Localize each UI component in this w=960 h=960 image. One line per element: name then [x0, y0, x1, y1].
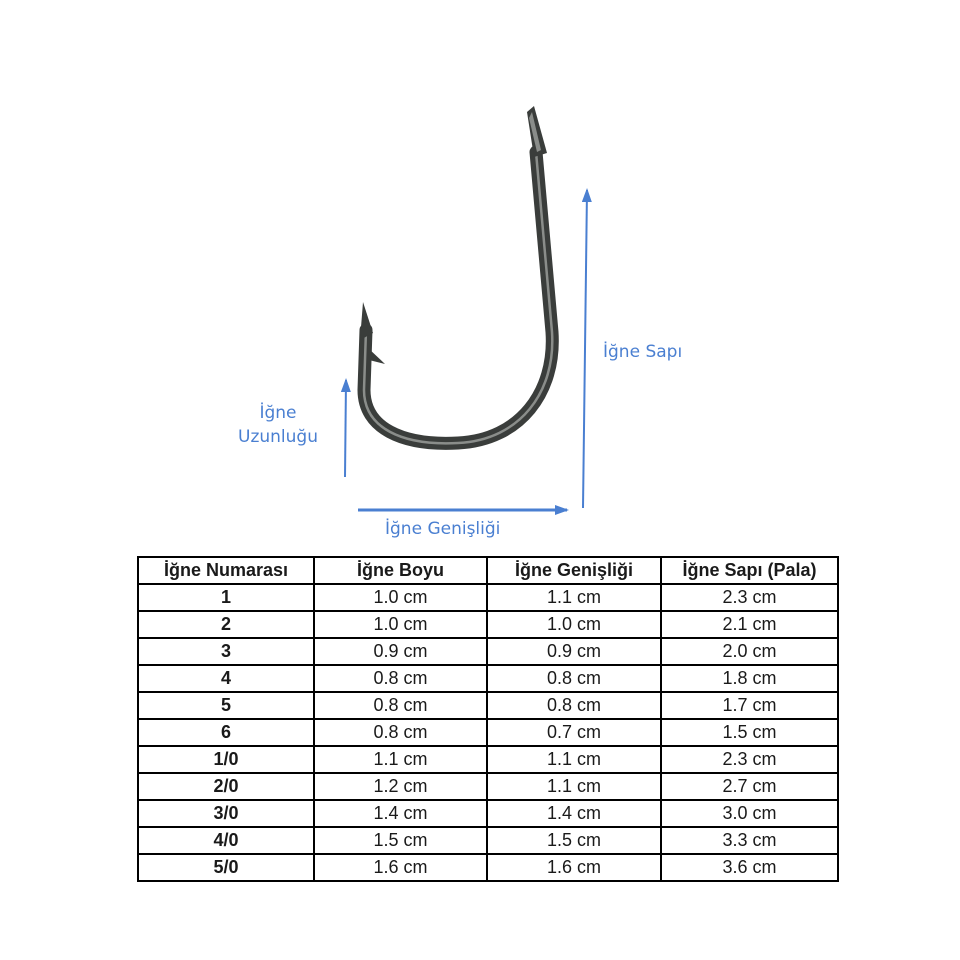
- table-cell-hook-number: 5: [138, 692, 314, 719]
- table-cell-hook-number: 1: [138, 584, 314, 611]
- table-row: [138, 584, 838, 611]
- header-hook-length: İğne Boyu: [314, 557, 487, 584]
- length-label-line1: İğne: [259, 403, 297, 423]
- table-cell: 0.8 cm: [487, 665, 661, 692]
- table-cell: 2.3 cm: [661, 746, 838, 773]
- table-cell-hook-number: 4/0: [138, 827, 314, 854]
- shank-arrow: [583, 190, 587, 508]
- table-cell-hook-number: 3: [138, 638, 314, 665]
- table-cell: 1.0 cm: [487, 611, 661, 638]
- table-row: [138, 773, 838, 800]
- table-cell: 0.8 cm: [487, 692, 661, 719]
- header-hook-number: İğne Numarası: [138, 557, 314, 584]
- table-cell: 0.9 cm: [487, 638, 661, 665]
- table-cell: 1.0 cm: [314, 611, 487, 638]
- table-row: [138, 611, 838, 638]
- table-cell: 0.7 cm: [487, 719, 661, 746]
- table-cell: 0.8 cm: [314, 665, 487, 692]
- length-arrow: [345, 380, 346, 477]
- table-cell: 1.6 cm: [487, 854, 661, 881]
- table-cell-hook-number: 3/0: [138, 800, 314, 827]
- table-cell-hook-number: 2: [138, 611, 314, 638]
- table-cell-hook-number: 4: [138, 665, 314, 692]
- table-cell-hook-number: 6: [138, 719, 314, 746]
- table-cell: 2.3 cm: [661, 584, 838, 611]
- table-row: [138, 665, 838, 692]
- table-cell: 3.6 cm: [661, 854, 838, 881]
- table-row: [138, 800, 838, 827]
- table-row: [138, 854, 838, 881]
- table-cell: 1.1 cm: [487, 773, 661, 800]
- table-header-row: [138, 557, 838, 584]
- table-cell: 2.1 cm: [661, 611, 838, 638]
- table-cell: 0.8 cm: [314, 719, 487, 746]
- table-cell: 3.0 cm: [661, 800, 838, 827]
- table-cell: 1.1 cm: [314, 746, 487, 773]
- table-cell: 2.7 cm: [661, 773, 838, 800]
- table-cell: 1.7 cm: [661, 692, 838, 719]
- hook-size-table: [137, 556, 839, 882]
- table-row: [138, 827, 838, 854]
- length-label: [222, 401, 334, 449]
- table-cell: 1.0 cm: [314, 584, 487, 611]
- table-cell: 0.8 cm: [314, 692, 487, 719]
- table-cell: 1.1 cm: [487, 584, 661, 611]
- table-cell: 1.2 cm: [314, 773, 487, 800]
- table-cell: 1.6 cm: [314, 854, 487, 881]
- table-cell: 1.5 cm: [487, 827, 661, 854]
- width-label: İğne Genişliği: [385, 519, 501, 539]
- header-hook-width: İğne Genişliği: [487, 557, 661, 584]
- table-cell: 1.5 cm: [314, 827, 487, 854]
- table-cell: 1.4 cm: [487, 800, 661, 827]
- table-cell: 1.5 cm: [661, 719, 838, 746]
- table-cell: 3.3 cm: [661, 827, 838, 854]
- shank-label: İğne Sapı: [603, 342, 683, 362]
- table-row: [138, 746, 838, 773]
- fish-hook-icon: [360, 106, 552, 443]
- table-body: [138, 584, 838, 881]
- table-cell-hook-number: 2/0: [138, 773, 314, 800]
- table-cell-hook-number: 5/0: [138, 854, 314, 881]
- table-cell: 1.8 cm: [661, 665, 838, 692]
- table-cell: 1.4 cm: [314, 800, 487, 827]
- table-cell-hook-number: 1/0: [138, 746, 314, 773]
- table-row: [138, 692, 838, 719]
- header-hook-shank: İğne Sapı (Pala): [661, 557, 838, 584]
- table-cell: 1.1 cm: [487, 746, 661, 773]
- table-cell: 2.0 cm: [661, 638, 838, 665]
- table-row: [138, 638, 838, 665]
- table-cell: 0.9 cm: [314, 638, 487, 665]
- table-row: [138, 719, 838, 746]
- length-label-line2: Uzunluğu: [238, 427, 318, 447]
